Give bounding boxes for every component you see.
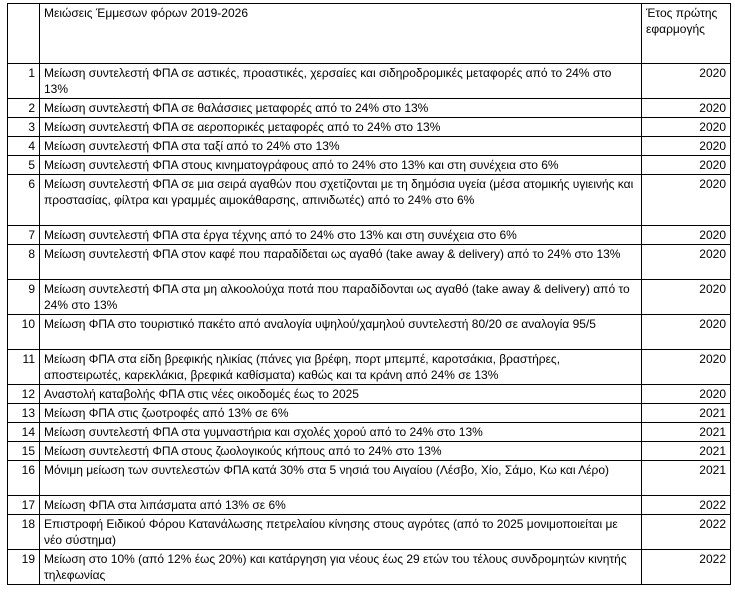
row-year: 2020 (642, 385, 731, 404)
row-description: Μείωση συντελεστή ΦΠΑ στα ταξί από το 24% στο 13% (40, 137, 642, 156)
row-number: 15 (8, 442, 40, 461)
row-number: 13 (8, 404, 40, 423)
row-year: 2021 (642, 442, 731, 461)
table-row (8, 442, 731, 461)
table-row (8, 280, 731, 315)
row-year: 2020 (642, 156, 731, 175)
row-year: 2020 (642, 226, 731, 245)
row-number: 19 (8, 550, 40, 585)
row-number: 1 (8, 64, 40, 99)
table-title: Μειώσεις Έμμεσων φόρων 2019-2026 (40, 4, 642, 64)
row-description: Μείωση συντελεστή ΦΠΑ στα έργα τέχνης από το 24% στο 13% και στη συνέχεια στο 6% (40, 226, 642, 245)
row-number: 12 (8, 385, 40, 404)
row-number: 2 (8, 99, 40, 118)
row-description: Αναστολή καταβολής ΦΠΑ στις νέες οικοδομές έως το 2025 (40, 385, 642, 404)
row-description: Μείωση ΦΠΑ στο τουριστικό πακέτο από αναλογία υψηλού/χαμηλού συντελεστή 80/20 σε αναλογία 95/5 (40, 315, 642, 350)
row-description: Μείωση στο 10% (από 12% έως 20%) και κατάργηση για νέους έως 29 ετών του τέλους συνδρομητών κινητής τηλεφωνίας (40, 550, 642, 585)
table-row (8, 137, 731, 156)
tax-reductions-table (7, 3, 731, 585)
row-year: 2022 (642, 515, 731, 550)
row-year: 2020 (642, 315, 731, 350)
table-row (8, 385, 731, 404)
row-number: 7 (8, 226, 40, 245)
row-year: 2021 (642, 461, 731, 496)
row-year: 2020 (642, 280, 731, 315)
row-year: 2020 (642, 175, 731, 226)
row-description: Μείωση συντελεστή ΦΠΑ σε θαλάσσιες μεταφορές από το 24% στο 13% (40, 99, 642, 118)
table-row (8, 175, 731, 226)
row-description: Μείωση συντελεστή ΦΠΑ στους ζωολογικούς κήπους από το 24% στο 13% (40, 442, 642, 461)
row-description: Μείωση ΦΠΑ στις ζωοτροφές από 13% σε 6% (40, 404, 642, 423)
row-year: 2020 (642, 137, 731, 156)
row-description: Μείωση συντελεστή ΦΠΑ στους κινηματογράφους από το 24% στο 13% και στη συνέχεια στο 6% (40, 156, 642, 175)
table-body (8, 64, 731, 585)
row-number: 11 (8, 350, 40, 385)
row-description: Μείωση συντελεστή ΦΠΑ στον καφέ που παραδίδεται ως αγαθό (take away & delivery) από το 24% στο 13% (40, 245, 642, 280)
row-number: 10 (8, 315, 40, 350)
row-description: Επιστροφή Ειδικού Φόρου Κατανάλωσης πετρελαίου κίνησης στους αγρότες (από το 2025 μονιμοποιείται με νέο σύστημα) (40, 515, 642, 550)
table-header-row (8, 4, 731, 64)
row-year: 2020 (642, 245, 731, 280)
year-column-header: Έτος πρώτης εφαρμογής (642, 4, 731, 64)
row-year: 2022 (642, 550, 731, 585)
table-row (8, 64, 731, 99)
table-row (8, 404, 731, 423)
table-row (8, 156, 731, 175)
table-row (8, 350, 731, 385)
table-row (8, 423, 731, 442)
table-row (8, 226, 731, 245)
row-year: 2020 (642, 118, 731, 137)
row-number: 17 (8, 496, 40, 515)
row-year: 2022 (642, 496, 731, 515)
row-description: Μείωση ΦΠΑ στα είδη βρεφικής ηλικίας (πάνες για βρέφη, πορτ μπεμπέ, καροτσάκια, βραστήρες, αποστειρωτές, καρεκλάκια, βρεφικά καθίσματα) καθώς και τα κράνη από 24% σε 13% (40, 350, 642, 385)
row-year: 2020 (642, 64, 731, 99)
row-description: Μείωση συντελεστή ΦΠΑ σε αεροπορικές μεταφορές από το 24% στο 13% (40, 118, 642, 137)
row-description: Μείωση συντελεστή ΦΠΑ σε μια σειρά αγαθών που σχετίζονται με τη δημόσια υγεία (μέσα ατομικής υγιεινής και προστασίας, φίλτρα και γραμμές αιμοκάθαρσης, απινιδωτές) από το 24% στο 6% (40, 175, 642, 226)
header-number-cell (8, 4, 40, 64)
row-year: 2021 (642, 404, 731, 423)
row-number: 6 (8, 175, 40, 226)
row-number: 14 (8, 423, 40, 442)
row-number: 9 (8, 280, 40, 315)
row-number: 3 (8, 118, 40, 137)
row-year: 2021 (642, 423, 731, 442)
row-number: 4 (8, 137, 40, 156)
row-description: Μείωση συντελεστή ΦΠΑ στα μη αλκοολούχα ποτά που παραδίδονται ως αγαθό (take away & delivery) από το 24% στο 13% (40, 280, 642, 315)
row-year: 2020 (642, 99, 731, 118)
row-description: Μείωση συντελεστή ΦΠΑ σε αστικές, προαστικές, χερσαίες και σιδηροδρομικές μεταφορές από το 24% στο 13% (40, 64, 642, 99)
table-row (8, 245, 731, 280)
row-number: 18 (8, 515, 40, 550)
table-row (8, 461, 731, 496)
row-number: 8 (8, 245, 40, 280)
row-description: Μείωση συντελεστή ΦΠΑ στα γυμναστήρια και σχολές χορού από το 24% στο 13% (40, 423, 642, 442)
table-row (8, 315, 731, 350)
table-row (8, 99, 731, 118)
row-number: 5 (8, 156, 40, 175)
table-row (8, 515, 731, 550)
table-row (8, 496, 731, 515)
row-year: 2020 (642, 350, 731, 385)
table-row (8, 550, 731, 585)
row-number: 16 (8, 461, 40, 496)
row-description: Μόνιμη μείωση των συντελεστών ΦΠΑ κατά 30% στα 5 νησιά του Αιγαίου (Λέσβο, Χίο, Σάμο, Κω και Λέρο) (40, 461, 642, 496)
table-row (8, 118, 731, 137)
row-description: Μείωση ΦΠΑ στα λιπάσματα από 13% σε 6% (40, 496, 642, 515)
